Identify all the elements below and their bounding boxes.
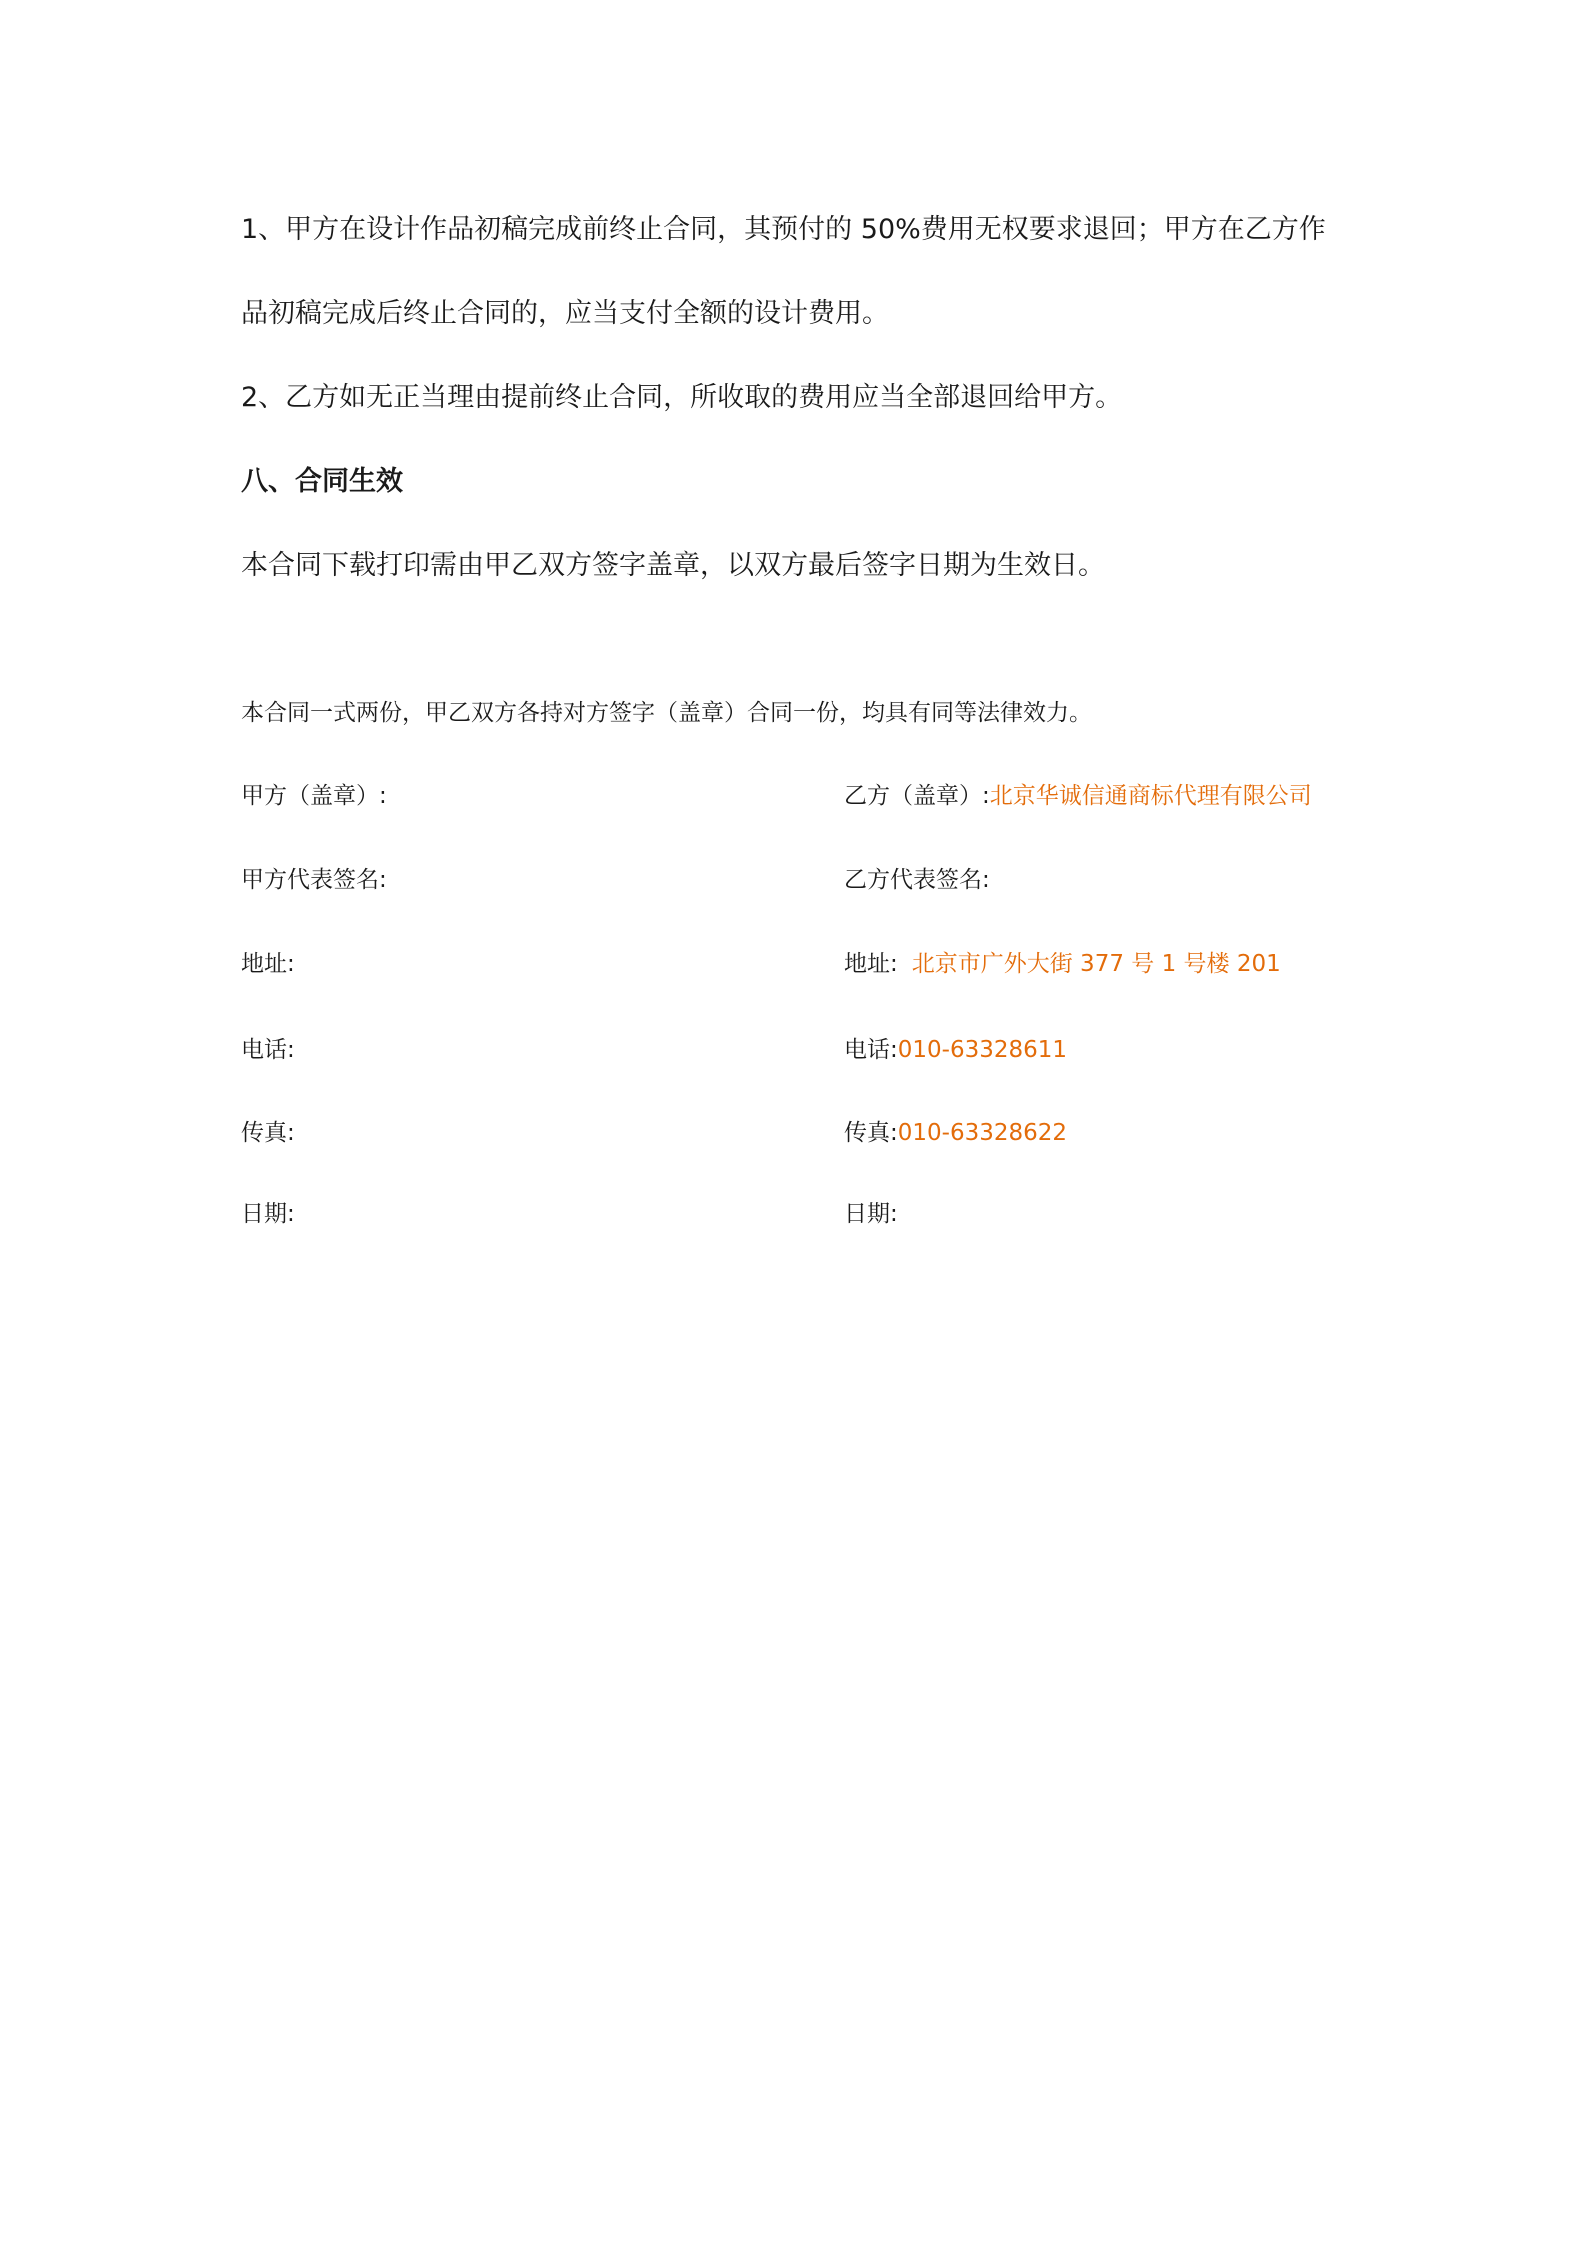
party-b-address-value: 北京市广外大街 377 号 1 号楼 201 <box>911 951 1281 977</box>
party-a-address-label: 地址: <box>241 951 295 977</box>
party-a-fax-label: 传真: <box>241 1120 295 1146</box>
party-b-address-label: 地址: <box>844 951 898 977</box>
section-8-body: 本合同下载打印需由甲乙双方签字盖章，以双方最后签字日期为生效日。 <box>241 550 1105 581</box>
party-a-fax-field <box>241 1115 295 1151</box>
party-b-phone-label: 电话: <box>844 1037 898 1063</box>
party-a-date-field <box>241 1196 295 1232</box>
party-a-phone-label: 电话: <box>241 1037 295 1063</box>
party-b-date-field <box>844 1196 898 1232</box>
party-b-seal-field <box>844 778 1312 814</box>
clause-2: 2、乙方如无正当理由提前终止合同，所收取的费用应当全部退回给甲方。 <box>241 382 1123 413</box>
party-a-address-field <box>241 946 295 982</box>
copies-note: 本合同一式两份，甲乙双方各持对方签字（盖章）合同一份，均具有同等法律效力。 <box>241 700 1092 726</box>
party-b-address-field <box>844 946 1281 982</box>
party-a-phone-field <box>241 1032 295 1068</box>
party-b-fax-value: 010-63328622 <box>897 1120 1068 1146</box>
party-b-fax-label: 传真: <box>844 1120 898 1146</box>
party-b-company-name: 北京华诚信通商标代理有限公司 <box>989 783 1312 809</box>
party-b-rep-label: 乙方代表签名: <box>844 867 990 893</box>
party-a-date-label: 日期: <box>241 1201 295 1227</box>
party-b-date-label: 日期: <box>844 1201 898 1227</box>
party-b-phone-field <box>844 1032 1067 1068</box>
clause-1-line-1: 1、甲方在设计作品初稿完成前终止合同，其预付的 50%费用无权要求退回；甲方在乙方作 <box>241 214 1326 245</box>
party-b-rep-field <box>844 862 990 898</box>
party-a-seal-field <box>241 778 387 814</box>
party-a-seal-label: 甲方（盖章）: <box>241 783 387 809</box>
clause-1-line-2: 品初稿完成后终止合同的，应当支付全额的设计费用。 <box>241 298 889 329</box>
party-a-rep-field <box>241 862 387 898</box>
party-b-phone-value: 010-63328611 <box>897 1037 1068 1063</box>
section-8-heading: 八、合同生效 <box>241 466 403 497</box>
party-b-seal-label: 乙方（盖章）: <box>844 783 990 809</box>
party-a-rep-label: 甲方代表签名: <box>241 867 387 893</box>
party-b-fax-field <box>844 1115 1067 1151</box>
